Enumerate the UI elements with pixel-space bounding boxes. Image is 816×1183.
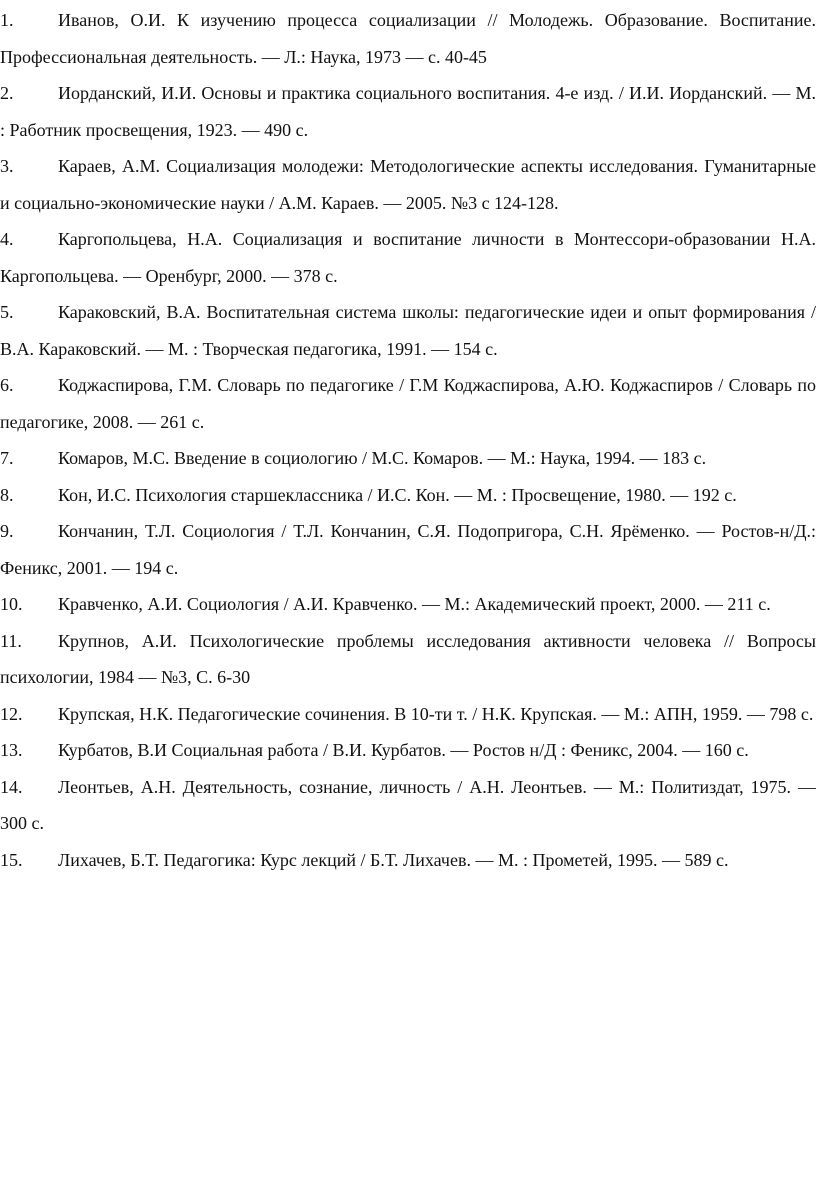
reference-number: 7. (0, 448, 14, 468)
reference-text: Караковский, В.А. Воспитательная система школы: педагогические идеи и опыт формирования / В.А. Караковский. — М. : Творческая педагогика, 1991. — 154 с. (0, 302, 816, 359)
reference-text: Крупская, Н.К. Педагогические сочинения. В 10-ти т. / Н.К. Крупская. — М.: АПН, 1959. — 798 с. (58, 703, 814, 724)
reference-item (0, 75, 816, 148)
reference-item (0, 623, 816, 696)
reference-number: 4. (0, 229, 14, 249)
reference-item (0, 842, 816, 879)
reference-item (0, 732, 816, 769)
reference-number: 1. (0, 10, 14, 30)
reference-text: Каргопольцева, Н.А. Социализация и воспитание личности в Монтессори-образовании Н.А. Каргопольцева. — Оренбург, 2000. — 378 с. (0, 229, 816, 286)
reference-text: Караев, А.М. Социализация молодежи: Методологические аспекты исследования. Гуманитарные и социально-экономические науки / А.М. Караев. — 2005. №3 с 124-128. (0, 156, 816, 213)
reference-number: 9. (0, 521, 14, 541)
reference-item (0, 586, 816, 623)
reference-item (0, 2, 816, 75)
reference-item (0, 440, 816, 477)
reference-number: 12. (0, 703, 23, 724)
reference-text: Кон, И.С. Психология старшеклассника / И.С. Кон. — М. : Просвещение, 1980. — 192 с. (58, 484, 737, 505)
reference-item (0, 294, 816, 367)
reference-number: 6. (0, 375, 14, 395)
reference-number: 13. (0, 740, 23, 760)
reference-text: Лихачев, Б.Т. Педагогика: Курс лекций / Б.Т. Лихачев. — М. : Прометей, 1995. — 589 с. (58, 849, 729, 870)
reference-text: Коджаспирова, Г.М. Словарь по педагогике / Г.М Коджаспирова, А.Ю. Коджаспиров / Словарь по педагогике, 2008. ― 261 с. (0, 375, 816, 432)
reference-number: 3. (0, 156, 14, 176)
reference-text: Кончанин, Т.Л. Социология / Т.Л. Кончанин, С.Я. Подопригора, С.Н. Ярёменко. — Ростов-н/Д.: Феникс, 2001. — 194 с. (0, 521, 816, 578)
reference-text: Иванов, О.И. К изучению процесса социализации // Молодежь. Образование. Воспитание. Профессиональная деятельность. — Л.: Наука, 1973 — с. 40-45 (0, 10, 816, 67)
reference-number: 5. (0, 302, 14, 322)
reference-item (0, 367, 816, 440)
reference-number: 10. (0, 594, 23, 614)
reference-item (0, 696, 816, 733)
reference-text: Кравченко, А.И. Социология / А.И. Кравченко. — М.: Академический проект, 2000. — 211 с. (58, 594, 771, 614)
reference-number: 2. (0, 83, 14, 103)
reference-list (0, 2, 816, 878)
reference-item (0, 769, 816, 842)
reference-item (0, 513, 816, 586)
reference-text: Крупнов, А.И. Психологические проблемы исследования активности человека // Вопросы психологии, 1984 — №3, С. 6-30 (0, 630, 816, 687)
reference-text: Курбатов, В.И Социальная работа / В.И. Курбатов. — Ростов н/Д : Феникс, 2004. — 160 с. (58, 740, 749, 760)
reference-text: Комаров, М.С. Введение в социологию / М.С. Комаров. — М.: Наука, 1994. — 183 с. (58, 448, 707, 468)
reference-item (0, 477, 816, 514)
reference-text: Леонтьев, А.Н. Деятельность, сознание, личность / А.Н. Леонтьев. — М.: Политиздат, 1975. — 300 с. (0, 776, 816, 833)
reference-number: 11. (0, 630, 22, 651)
reference-number: 15. (0, 849, 23, 870)
reference-item (0, 148, 816, 221)
reference-number: 8. (0, 484, 14, 505)
reference-item (0, 221, 816, 294)
reference-number: 14. (0, 776, 23, 797)
reference-text: Иорданский, И.И. Основы и практика социального воспитания. 4-е изд. / И.И. Иорданский. — М. : Работник просвещения, 1923. — 490 с. (0, 83, 816, 140)
